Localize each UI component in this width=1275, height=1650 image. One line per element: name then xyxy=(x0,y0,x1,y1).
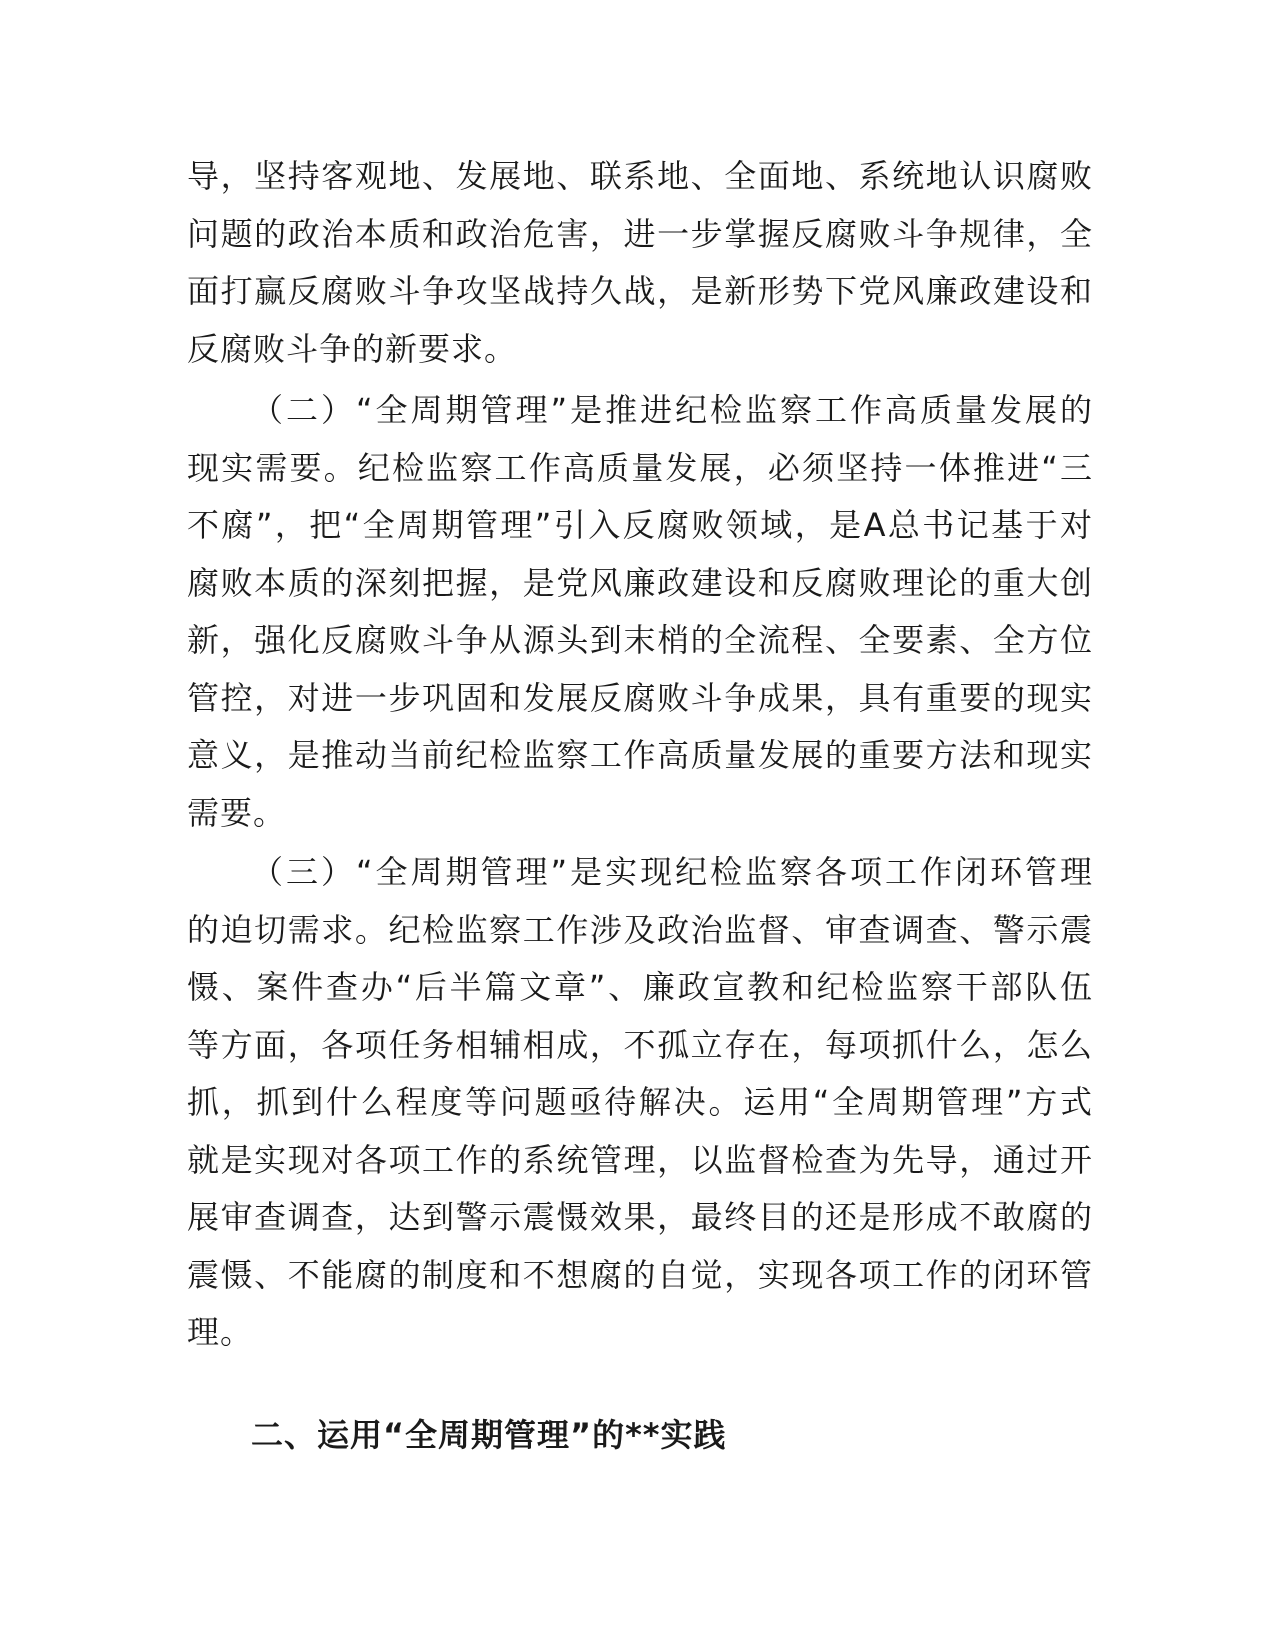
paragraph-line: 反腐败斗争的新要求。 xyxy=(187,329,518,368)
paragraph-1 xyxy=(187,148,1093,378)
paragraph-line: （二）“全周期管理”是推进纪检监察工作高质量发展的 xyxy=(251,391,1093,429)
paragraph-line: 慑、案件查办“后半篇文章”、廉政宣教和纪检监察干部队伍 xyxy=(187,968,1093,1006)
section-heading: 二、运用“全周期管理”的**实践 xyxy=(251,1416,727,1454)
paragraph-line: 新，强化反腐败斗争从源头到末梢的全流程、全要素、全方位 xyxy=(187,621,1093,659)
paragraph-line: 问题的政治本质和政治危害，进一步掌握反腐败斗争规律，全 xyxy=(187,214,1093,253)
paragraph-line: 面打赢反腐败斗争攻坚战持久战，是新形势下党风廉政建设和 xyxy=(187,272,1093,310)
paragraph-line: 意义，是推动当前纪检监察工作高质量发展的重要方法和现实 xyxy=(187,736,1093,774)
paragraph-line: 的迫切需求。纪检监察工作涉及政治监督、审查调查、警示震 xyxy=(187,910,1093,949)
paragraph-line: 抓，抓到什么程度等问题亟待解决。运用“全周期管理”方式 xyxy=(187,1083,1093,1121)
paragraph-line: （三）“全周期管理”是实现纪检监察各项工作闭环管理 xyxy=(251,853,1093,891)
paragraph-line: 腐败本质的深刻把握，是党风廉政建设和反腐败理论的重大创 xyxy=(187,563,1093,602)
paragraph-3 xyxy=(187,844,1093,1362)
paragraph-line: 等方面，各项任务相辅相成，不孤立存在，每项抓什么，怎么 xyxy=(187,1025,1093,1064)
paragraph-line: 理。 xyxy=(187,1313,254,1351)
paragraph-line: 导，坚持客观地、发展地、联系地、全面地、系统地认识腐败 xyxy=(187,157,1093,195)
paragraph-line: 现实需要。纪检监察工作高质量发展，必须坚持一体推进“三 xyxy=(187,448,1093,487)
paragraph-line: 管控，对进一步巩固和发展反腐败斗争成果，具有重要的现实 xyxy=(187,678,1093,717)
paragraph-2 xyxy=(187,382,1093,842)
paragraph-line: 就是实现对各项工作的系统管理，以监督检查为先导，通过开 xyxy=(187,1140,1093,1179)
paragraph-line: 震慑、不能腐的制度和不想腐的自觉，实现各项工作的闭环管 xyxy=(187,1255,1093,1294)
paragraph-line: 需要。 xyxy=(187,793,287,832)
paragraph-line: 展审查调查，达到警示震慑效果，最终目的还是形成不敢腐的 xyxy=(187,1198,1093,1236)
paragraph-line: 不腐”，把“全周期管理”引入反腐败领域，是A总书记基于对 xyxy=(187,506,1093,544)
